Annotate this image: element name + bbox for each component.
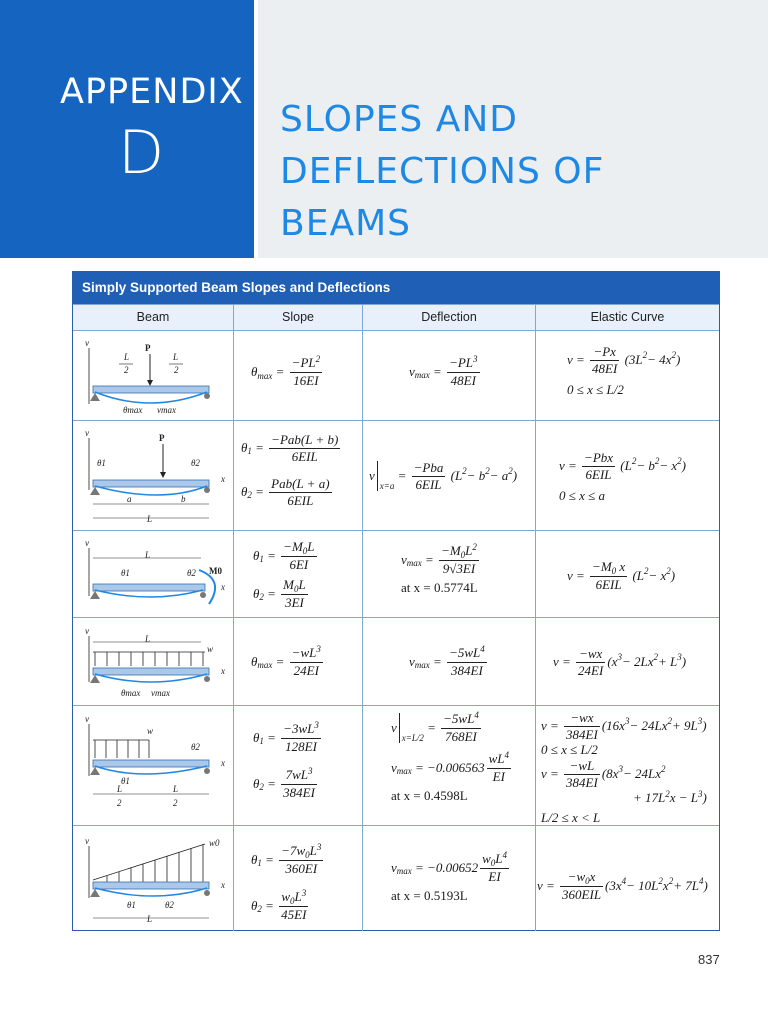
row6-deflection-location: at x = 0.5193L	[391, 888, 468, 903]
svg-text:L: L	[145, 550, 151, 560]
svg-text:θ1: θ1	[97, 458, 106, 468]
svg-text:v: v	[85, 428, 89, 438]
col-header-slope: Slope	[234, 305, 362, 330]
svg-text:L: L	[173, 784, 179, 794]
page-title: SLOPES AND DEFLECTIONS OF BEAMS	[280, 99, 605, 244]
beam-diagram-center-load	[81, 334, 229, 418]
svg-text:w: w	[207, 644, 214, 654]
svg-text:P: P	[159, 433, 165, 443]
svg-text:vmax: vmax	[151, 688, 170, 698]
svg-text:2: 2	[173, 798, 178, 808]
beam-diagram-offset-load	[81, 424, 229, 528]
beam-diagram-end-moment	[81, 534, 229, 616]
svg-text:θ2: θ2	[187, 568, 196, 578]
row5-deflection-location: at x = 0.4598L	[391, 788, 468, 803]
col-header-curve: Elastic Curve	[536, 305, 719, 330]
beam-diagram-triangular-load	[81, 832, 229, 928]
beam-table: Simply Supported Beam Slopes and Deflections Beam Slope Deflection Elastic Curve v L 2 L 2 P θmax vmax $\theta_{max}$ = $-PL^2$ 16EI v max = $-PL^3$ 48EI v = −Px 48EI (3L 2 − 4x 2 ) 0 ≤ x ≤ L/2 v P θ1 θ2 x a b L θ 1 = −Pab(L + b) 6EIL θ 2 = Pab(L + a) 6EIL v x=a = −Pba 6EIL (L 2 − b 2 − a 2 ) v = −Pbx 6EIL (L 2 − b 2 − x 2 ) 0 ≤ x ≤ a v L θ1 θ2 M0 x θ 1 = $-M_0L$ 6EI θ 2 = $M_0L$ 3EI v max = $-M_0L^2$ 9√3EI at x = 0.5774L v = $-M_0$ x 6EIL (L 2 − x 2 ) v L w x θmax vmax θ max = $-wL^3$ 24EI v max = $-5wL^4$ 384EI v = −wx 24EI (x 3 − 2Lx 2 + L 3 ) v w θ2 x θ1 L 2 L 2 θ 1 = $-3wL^3$ 128EI θ 2 = $7wL^3$ 384EI v x=L/2 = $-5wL^4$ 768EI v max = −0.006563 $wL^4$ EI at x = 0.4598L v = −wx 384EI (16x 3 − 24Lx 2 + 9L 3 ) 0 ≤ x ≤ L/2 v = −wL 384EI (8x 3 − 24Lx 2 + $17L^2x - L^3$) L/2 ≤ x < L v w0 x θ1 θ2 L θ 1 = $-7w_0L^3$ 360EI θ 2 = $w_0L^3$ 45EI v max = −0.00652 $w_0L^4$ EI at x = 0.5193L v = $-w_0x$ 360EIL (3x 4 − 10L 2 x 2 + 7L 4 )	[72, 271, 720, 931]
svg-text:x: x	[221, 880, 225, 890]
svg-text:θ2: θ2	[191, 458, 200, 468]
svg-text:P: P	[145, 343, 151, 353]
row2-curve-range: 0 ≤ x ≤ a	[559, 488, 606, 503]
svg-text:L: L	[117, 784, 123, 794]
beam-diagram-uniform-load	[81, 622, 229, 704]
svg-text:x: x	[221, 474, 225, 484]
svg-text:θ1: θ1	[121, 776, 130, 786]
col-header-beam: Beam	[73, 305, 233, 330]
col-header-deflection: Deflection	[363, 305, 535, 330]
row5-curve-range1: 0 ≤ x ≤ L/2	[541, 742, 598, 757]
appendix-letter: D	[118, 118, 165, 188]
page-number: 837	[698, 952, 720, 967]
svg-text:L: L	[147, 514, 153, 524]
svg-text:L: L	[124, 352, 130, 362]
beam-diagram-half-uniform-load	[81, 710, 229, 822]
svg-text:θ1: θ1	[121, 568, 130, 578]
svg-text:θmax: θmax	[123, 405, 143, 415]
row5-curve-range2: L/2 ≤ x < L	[541, 810, 601, 825]
svg-text:v: v	[85, 538, 89, 548]
svg-text:v: v	[85, 626, 89, 636]
svg-text:w: w	[147, 726, 154, 736]
row3-deflection-location: at x = 0.5774L	[401, 580, 478, 595]
svg-text:x: x	[221, 666, 225, 676]
svg-text:2: 2	[174, 365, 179, 375]
svg-text:θmax: θmax	[121, 688, 141, 698]
svg-text:x: x	[221, 582, 225, 592]
svg-text:v: v	[85, 338, 89, 348]
svg-text:w0: w0	[209, 838, 220, 848]
svg-text:L: L	[173, 352, 179, 362]
svg-text:a: a	[127, 494, 132, 504]
svg-text:θ1: θ1	[127, 900, 136, 910]
svg-text:x: x	[221, 758, 225, 768]
svg-text:θ2: θ2	[165, 900, 174, 910]
svg-text:2: 2	[117, 798, 122, 808]
svg-text:vmax: vmax	[157, 405, 176, 415]
svg-text:v: v	[85, 714, 89, 724]
svg-text:L: L	[147, 914, 153, 924]
table-title: Simply Supported Beam Slopes and Deflections	[73, 272, 719, 304]
svg-text:θ2: θ2	[191, 742, 200, 752]
appendix-word: APPENDIX	[60, 72, 244, 112]
svg-text:M0: M0	[209, 566, 222, 576]
slope-theta-max: $\theta_{max}$	[251, 364, 273, 381]
svg-text:L: L	[145, 634, 151, 644]
svg-text:b: b	[181, 494, 186, 504]
svg-text:2: 2	[124, 365, 129, 375]
svg-text:v: v	[85, 836, 89, 846]
row1-curve-range: 0 ≤ x ≤ L/2	[567, 382, 624, 397]
